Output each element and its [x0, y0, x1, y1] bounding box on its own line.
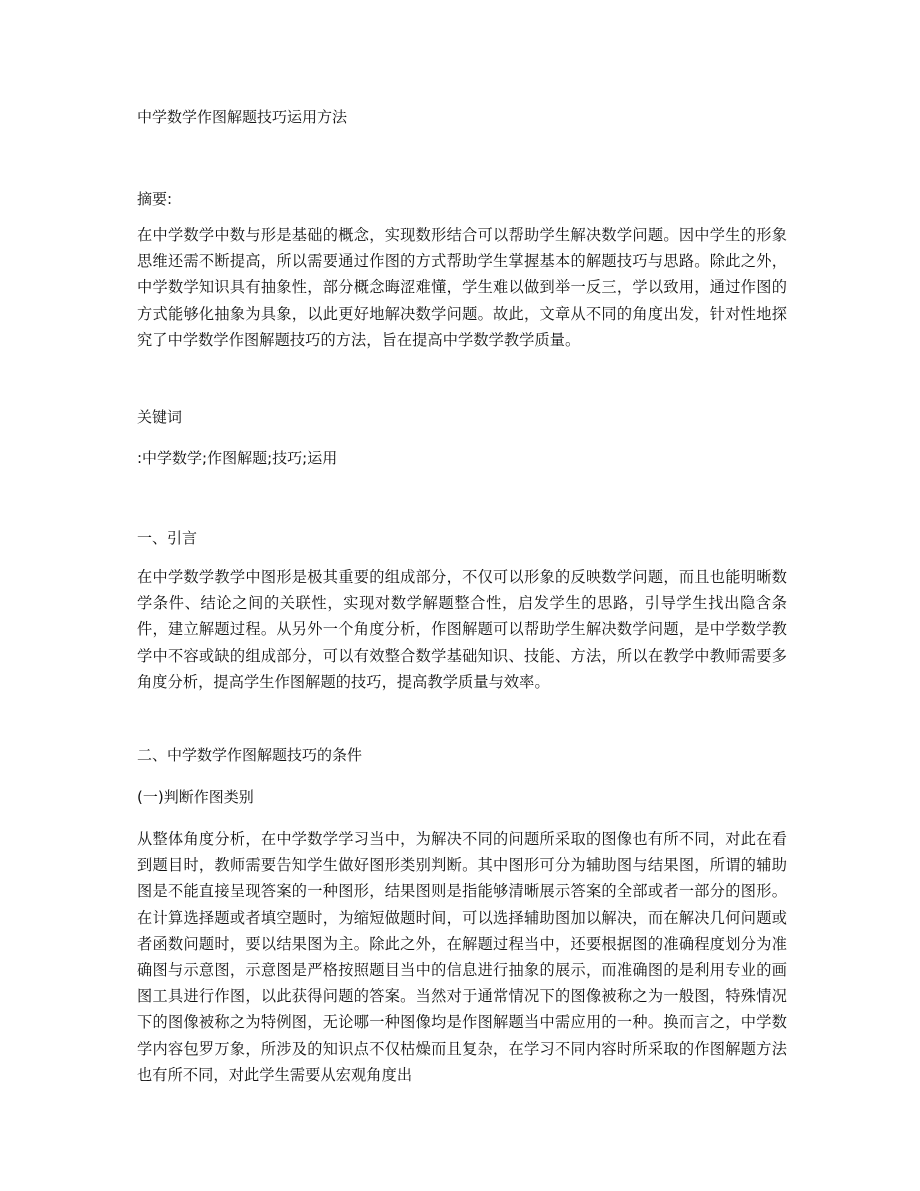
keywords-heading: 关键词 [137, 408, 183, 426]
document-title: 中学数学作图解题技巧运用方法 [137, 108, 348, 126]
keywords-list: :中学数学;作图解题;技巧;运用 [137, 449, 338, 467]
abstract-paragraph: 在中学数学中数与形是基础的概念，实现数形结合可以帮助学生解决数学问题。因中学生的形象思维还需不断提高，所以需要通过作图的方式帮助学生掌握基本的解题技巧与思路。除此之外，中学数学知识具有抽象性，部分概念晦涩难懂，学生难以做到举一反三，学以致用，通过作图的方式能够化抽象为具象，以此更好地解决数学问题。故此，文章从不同的角度出发，针对性地探究了中学数学作图解题技巧的方法，旨在提高中学数学教学质量。 [137, 226, 787, 349]
section-1-heading: 一、引言 [137, 529, 198, 547]
abstract-heading: 摘要: [137, 190, 173, 208]
subsection-1-paragraph: 从整体角度分析，在中学数学学习当中，为解决不同的问题所采取的图像也有所不同，对此在看到题目时，教师需要告知学生做好图形类别判断。其中图形可分为辅助图与结果图，所谓的辅助图是不能直接呈现答案的一种图形，结果图则是指能够清晰展示答案的全部或者一部分的图形。在计算选择题或者填空题时，为缩短做题时间，可以选择辅助图加以解决，而在解决几何问题或者函数问题时，要以结果图为主。除此之外，在解题过程当中，还要根据图的准确程度划分为准确图与示意图，示意图是严格按照题目当中的信息进行抽象的展示，而准确图的是利用专业的画图工具进行作图，以此获得问题的答案。当然对于通常情况下的图像被称之为一般图，特殊情况下的图像被称之为特例图，无论哪一种图像均是作图解题当中需应用的一种。换而言之，中学数学内容包罗万象，所涉及的知识点不仅枯燥而且复杂，在学习不同内容时所采取的作图解题方法也有所不同，对此学生需要从宏观角度出 [137, 830, 787, 1084]
section-1-paragraph: 在中学数学教学中图形是极其重要的组成部分，不仅可以形象的反映数学问题，而且也能明晰数学条件、结论之间的关联性，实现对数学解题整合性，启发学生的思路，引导学生找出隐含条件，建立解题过程。从另外一个角度分析，作图解题可以帮助学生解决数学问题，是中学数学教学中不容或缺的组成部分，可以有效整合数学基础知识、技能、方法，所以在教学中教师需要多角度分析，提高学生作图解题的技巧，提高教学质量与效率。 [137, 568, 787, 691]
section-2-heading: 二、中学数学作图解题技巧的条件 [137, 746, 363, 764]
subsection-1-heading: (一)判断作图类别 [137, 788, 254, 806]
